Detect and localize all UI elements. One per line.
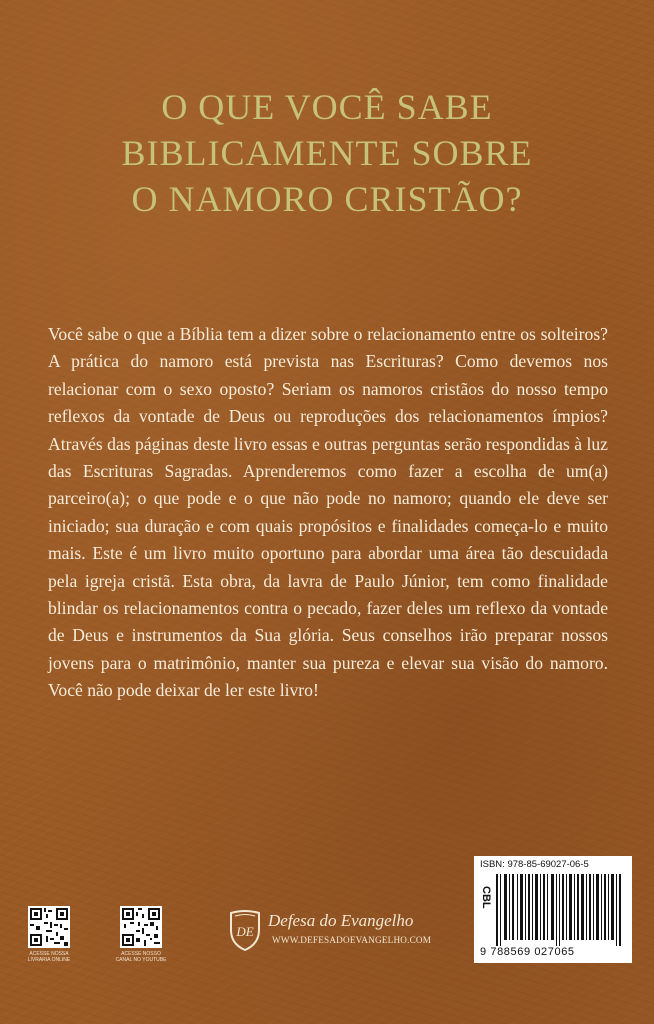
publisher-url[interactable]: WWW.DEFESADOEVANGELHO.COM [272,935,432,945]
headline-line-2: BIBLICAMENTE SOBRE [121,133,533,173]
barcode-icon [496,874,626,946]
qr-caption-line-2: CANAL NO YOUTUBE [115,957,167,963]
qr-caption [19,951,79,963]
isbn-label: ISBN: 978-85-69027-06-5 [480,859,589,870]
barcode-digits: 9 788569 027065 [480,946,575,958]
qr-caption [111,951,171,963]
qr-code-store[interactable] [19,906,79,963]
qr-code-icon [28,906,70,948]
barcode-box [474,856,632,963]
qr-caption-line-1: ACESSE NOSSO [121,951,161,957]
headline-line-3: O NAMORO CRISTÃO? [131,179,523,219]
synopsis-paragraph: Você sabe o que a Bíblia tem a dizer sobre o relacionamento entre os solteiros? A prática do namoro está prevista nas Escrituras? Como devemos nos relacionar com o sexo oposto? Seriam os namoros cristãos do nosso tempo reflexos da vontade de Deus ou reproduções dos relacionamentos ímpios? Através das páginas deste livro essas e outras perguntas serão respondidas à luz das Escrituras Sagradas. Aprenderemos como fazer a escolha de um(a) parceiro(a); o que pode e o que não pode no namoro; quando ele deve ser iniciado; sua duração e com quais propósitos e finalidades começa-lo e muito mais. Este é um livro muito oportuno para abordar uma área tão descuidada pela igreja cristã. Esta obra, da lavra de Paulo Júnior, tem como finalidade blindar os relacionamentos contra o pecado, fazer deles um reflexo da vontade de Deus e instrumentos da Sua glória. Seus conselhos irão preparar nossos jovens para o matrimônio, manter sua pureza e elevar sua visão do namoro. Você não pode deixar de ler este livro! [48,324,608,701]
publisher-name: Defesa do Evangelho [268,911,414,930]
shield-logo-icon [228,910,262,952]
qr-code-youtube[interactable] [111,906,171,963]
logo-letters: DE [236,924,254,939]
qr-code-icon [120,906,162,948]
publisher-logo[interactable] [228,910,448,952]
qr-caption-line-1: ACESSE NOSSA [29,951,69,957]
cover-headline [40,84,614,222]
qr-caption-line-2: LIVRARIA ONLINE [27,957,71,963]
headline-line-1: O QUE VOCÊ SABE [161,87,493,127]
distributor-mark: CBL [480,886,492,909]
